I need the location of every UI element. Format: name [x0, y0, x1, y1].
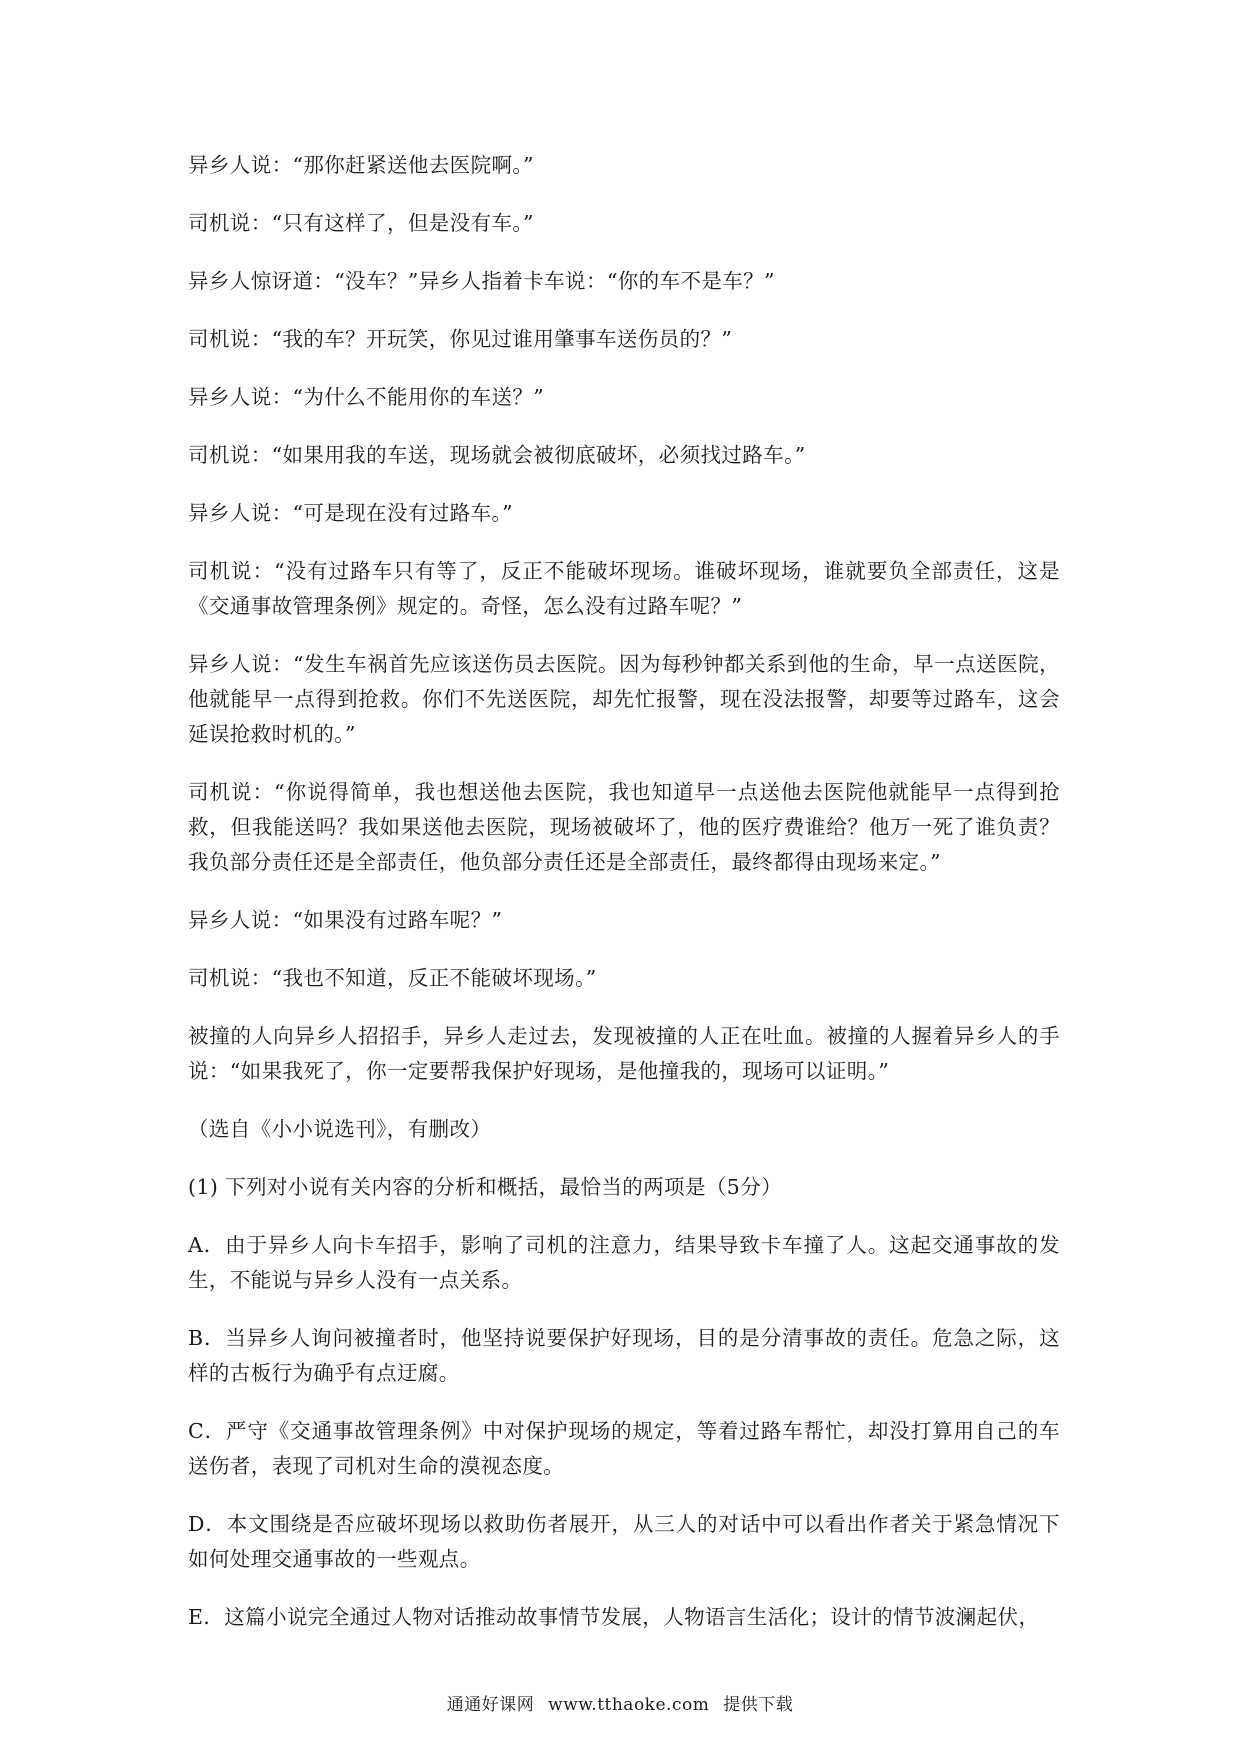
footer-url[interactable]: www.tthaoke.com [548, 1695, 710, 1715]
paragraph-12: 司机说：“我也不知道，反正不能破坏现场。” [188, 966, 597, 990]
paragraph-10: 司机说：“你说得简单，我也想送他去医院，我也知道早一点送他去医院他就能早一点得到抢救，但我能送吗？我如果送他去医院，现场被破坏了，他的医疗费谁给？他万一死了谁负责？我负部分责任还是全部责任，他负部分责任还是全部责任，最终都得由现场来定。” [188, 780, 1060, 874]
option-c: C．严守《交通事故管理条例》中对保护现场的规定，等着过路车帮忙，却没打算用自己的车送伤者，表现了司机对生命的漠视态度。 [188, 1419, 1060, 1478]
question-1-stem: (1) 下列对小说有关内容的分析和概括，最恰当的两项是（5分） [188, 1175, 782, 1199]
option-d: D．本文围绕是否应破坏现场以救助伤者展开，从三人的对话中可以看出作者关于紧急情况下如何处理交通事故的一些观点。 [188, 1512, 1060, 1571]
option-a: A．由于异乡人向卡车招手，影响了司机的注意力，结果导致卡车撞了人。这起交通事故的发生，不能说与异乡人没有一点关系。 [188, 1233, 1060, 1292]
paragraph-4: 司机说：“我的车？开玩笑，你见过谁用肇事车送伤员的？” [188, 327, 733, 351]
paragraph-8: 司机说：“没有过路车只有等了，反正不能破坏现场。谁破坏现场，谁就要负全部责任，这是《交通事故管理条例》规定的。奇怪，怎么没有过路车呢？” [188, 559, 1060, 618]
footer-site-name: 通通好课网 [446, 1695, 535, 1715]
paragraph-6: 司机说：“如果用我的车送，现场就会被彻底破坏，必须找过路车。” [188, 443, 806, 467]
option-e: E．这篇小说完全通过人物对话推动故事情节发展，人物语言生活化；设计的情节波澜起伏， [188, 1605, 1040, 1629]
paragraph-3: 异乡人惊讶道：“没车？”异乡人指着卡车说：“你的车不是车？” [188, 269, 775, 293]
paragraph-2: 司机说：“只有这样了，但是没有车。” [188, 211, 534, 235]
paragraph-11: 异乡人说：“如果没有过路车呢？” [188, 908, 503, 932]
paragraph-1: 异乡人说：“那你赶紧送他去医院啊。” [188, 153, 534, 177]
paragraph-7: 异乡人说：“可是现在没有过路车。” [188, 501, 514, 525]
paragraph-9: 异乡人说：“发生车祸首先应该送伤员去医院。因为每秒钟都关系到他的生命，早一点送医院，他就能早一点得到抢救。你们不先送医院，却先忙报警，现在没法报警，却要等过路车，这会延误抢救时机的。” [188, 652, 1060, 746]
page-footer [0, 1690, 1240, 1715]
footer-suffix: 提供下载 [723, 1695, 794, 1715]
document-body [188, 148, 1060, 1658]
source-note: （选自《小小说选刊》，有删改） [188, 1117, 492, 1141]
paragraph-5: 异乡人说：“为什么不能用你的车送？” [188, 385, 545, 409]
option-b: B．当异乡人询问被撞者时，他坚持说要保护好现场，目的是分清事故的责任。危急之际，这样的古板行为确乎有点迂腐。 [188, 1326, 1060, 1385]
paragraph-13: 被撞的人向异乡人招招手，异乡人走过去，发现被撞的人正在吐血。被撞的人握着异乡人的手说：“如果我死了，你一定要帮我保护好现场，是他撞我的，现场可以证明。” [188, 1024, 1060, 1083]
